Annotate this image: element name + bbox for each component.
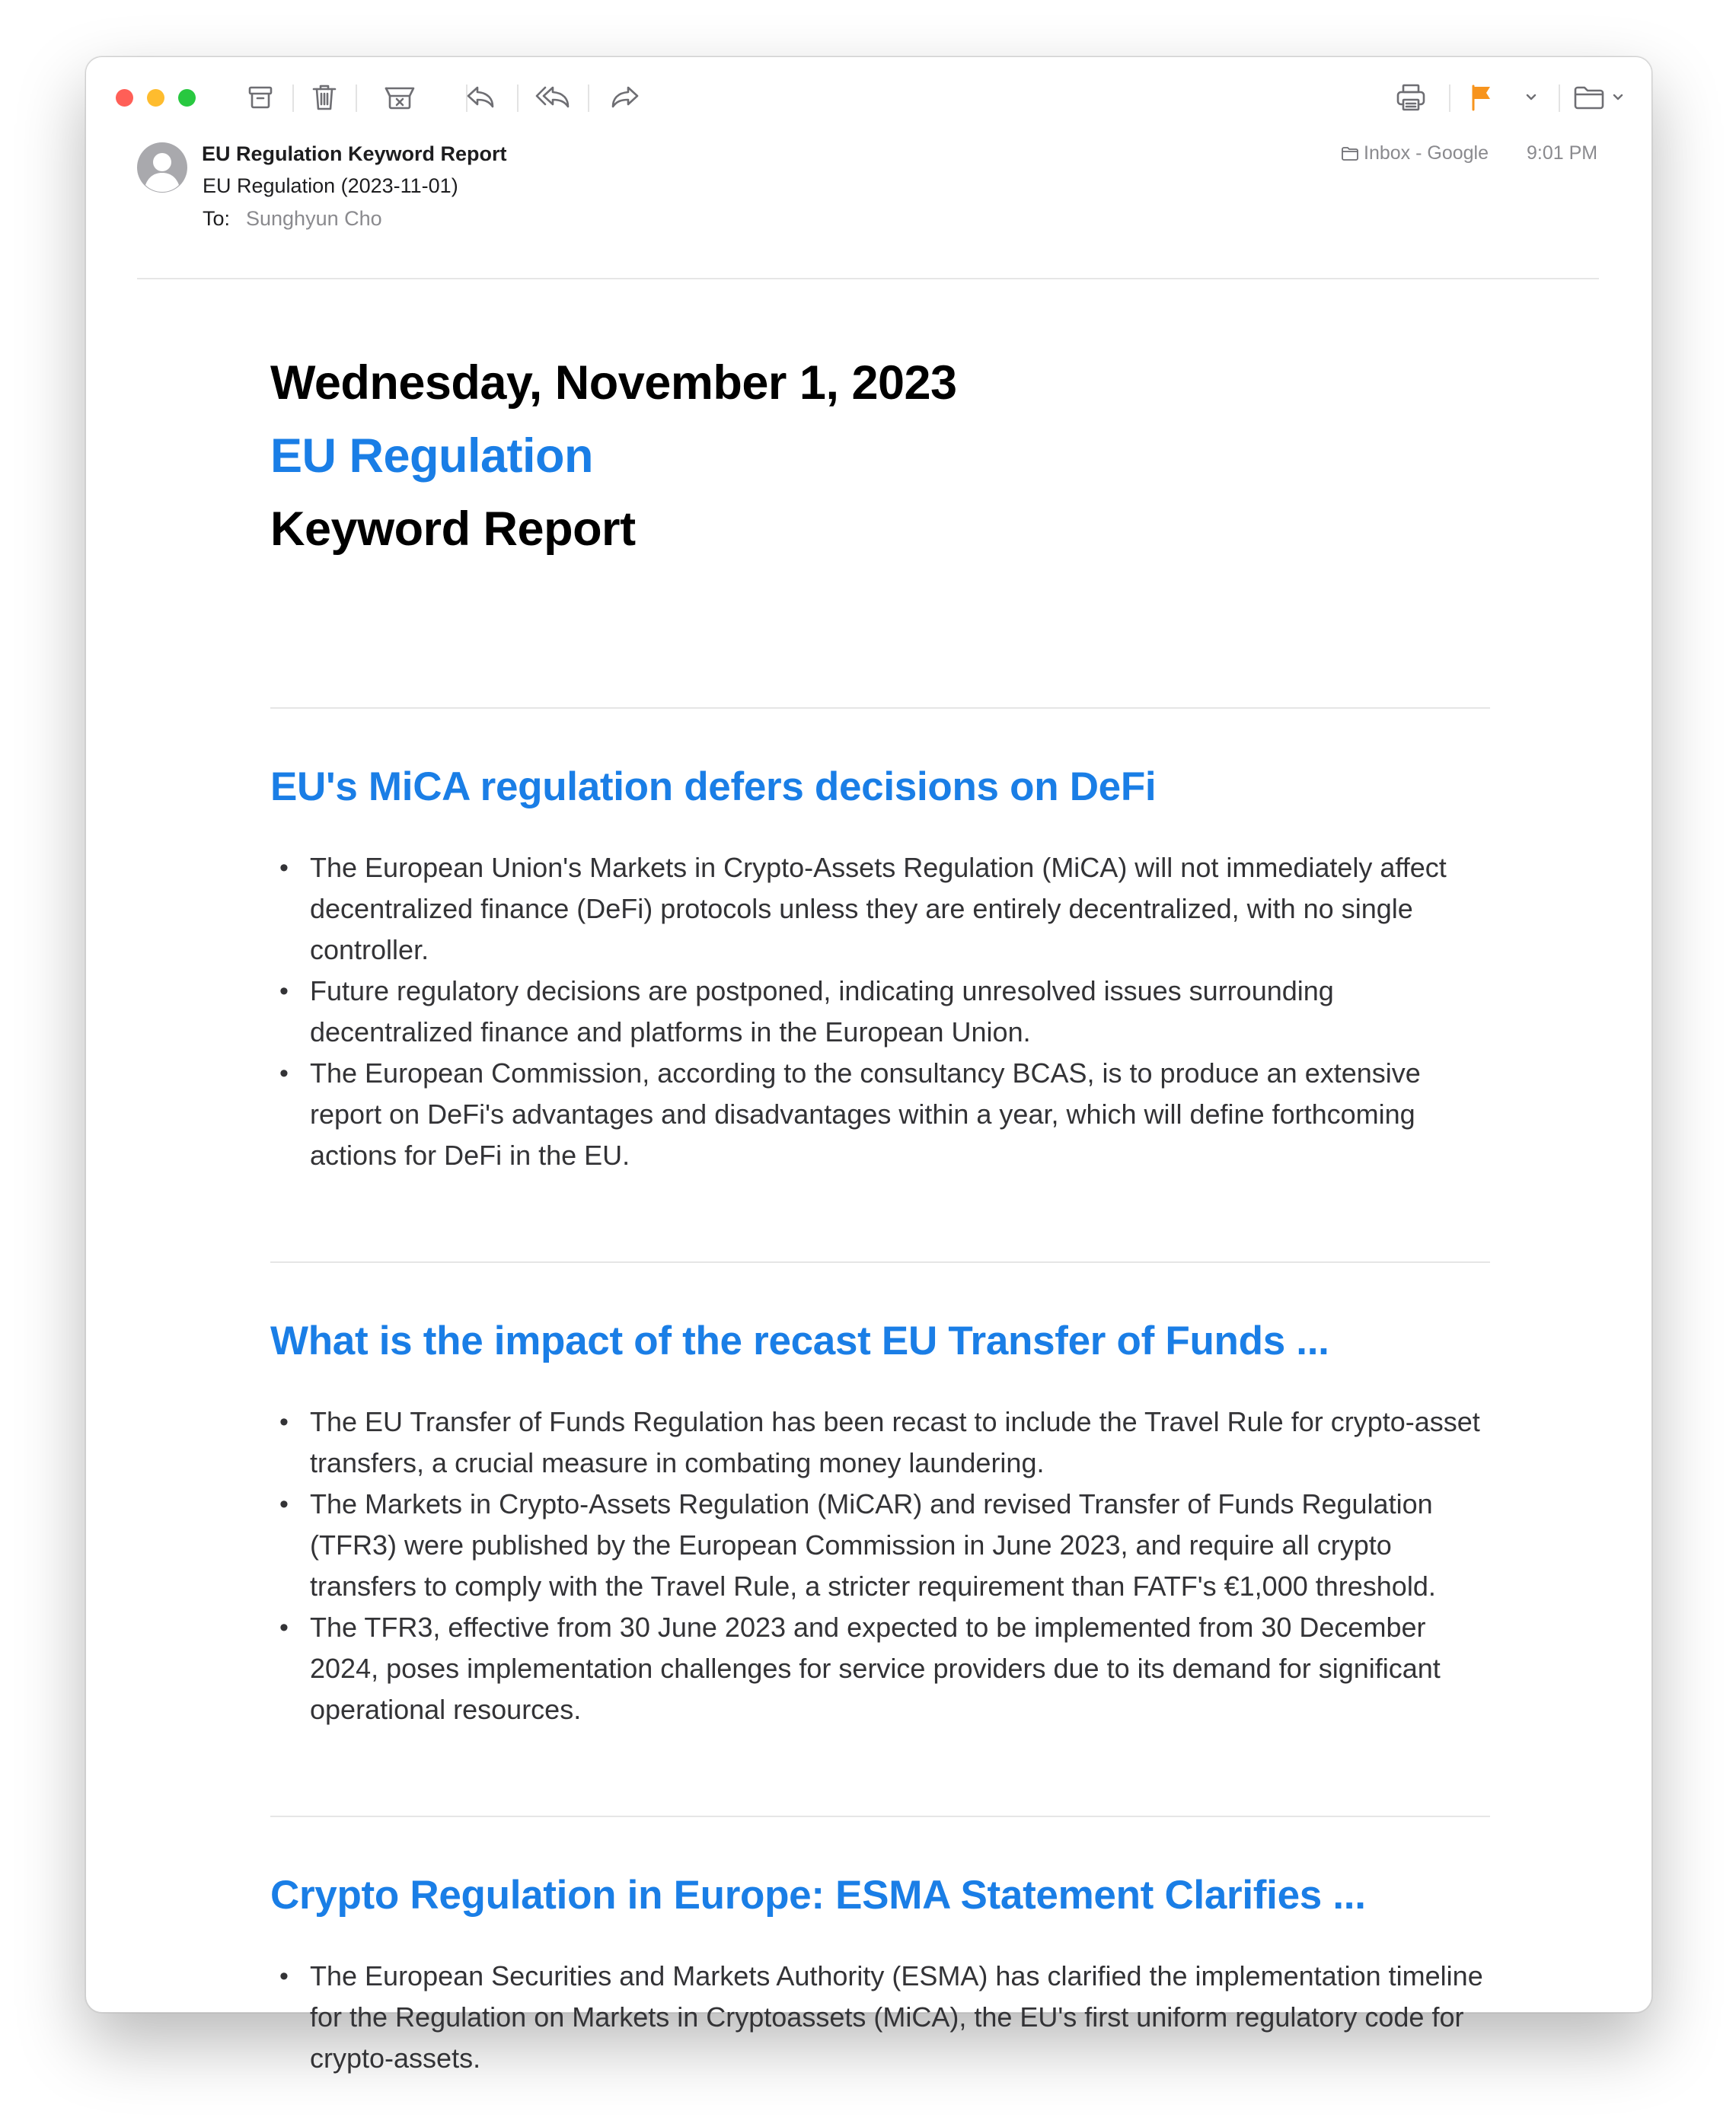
list-item: • The European Commission, according to the consultancy BCAS, is to produce an extensive report on DeFi's advantages and disadvantages within a year, which will define forthcoming actions for DeFi in the EU. [310,1053,1498,1176]
folder-menu-button[interactable] [1609,80,1627,115]
report-date: Wednesday, November 1, 2023 [270,356,957,410]
flag-button[interactable] [1464,80,1499,115]
archive-button[interactable] [243,80,278,115]
reply-button[interactable] [459,80,502,115]
junk-icon [384,84,416,111]
move-to-folder-button[interactable] [1571,80,1607,115]
mailbox-name: Inbox - Google [1364,142,1489,164]
list-item: • The European Securities and Markets Authority (ESMA) has clarified the implementation timeline for the Regulation on Markets in Cryptoassets (MiCA), the EU's first uniform regulatory code for crypto-assets. [310,1956,1498,2079]
list-item: • The TFR3, effective from 30 June 2023 and expected to be implemented from 30 December 2024, poses implementation challenges for service providers due to its demand for significant operational resources. [310,1607,1498,1730]
article-headline-1[interactable]: EU's MiCA regulation defers decisions on DeFi [270,764,1157,809]
article-points-2 [270,1402,1498,1730]
section-divider [270,707,1490,709]
folder-icon [1341,146,1359,161]
trash-button[interactable] [307,80,342,115]
forward-button[interactable] [604,80,646,115]
list-item: • The European Union's Markets in Crypto-Assets Regulation (MiCA) will not immediately affect decentralized finance (DeFi) protocols unless they are entirely decentralized, with no single controller. [310,847,1498,971]
flag-icon [1470,84,1494,111]
print-button[interactable] [1390,80,1432,115]
flag-menu-button[interactable] [1522,80,1540,115]
chevron-down-icon [1525,93,1537,102]
reply-all-button[interactable] [529,80,576,115]
person-icon [137,142,187,193]
trash-icon [311,83,338,112]
archive-icon [247,84,274,111]
article-headline-3[interactable]: Crypto Regulation in Europe: ESMA Statement Clarifies ... [270,1873,1366,1918]
article-points-3 [270,1956,1498,2079]
article-points-1 [270,847,1498,1176]
close-window-button[interactable] [116,89,133,107]
to-label: To: [203,207,231,230]
recipient-name[interactable]: Sunghyun Cho [246,207,382,230]
zoom-window-button[interactable] [178,89,196,107]
report-subtitle: Keyword Report [270,502,636,556]
mail-window [85,56,1652,2074]
section-divider [270,1816,1490,1817]
avatar [137,142,187,193]
reply-icon [465,85,496,110]
junk-button[interactable] [378,80,421,115]
report-title: EU Regulation [270,429,594,483]
article-headline-2[interactable]: What is the impact of the recast EU Transfer of Funds ... [270,1319,1329,1363]
list-item: • The EU Transfer of Funds Regulation has been recast to include the Travel Rule for crypto-asset transfers, a crucial measure in combating money laundering. [310,1402,1498,1484]
mailbox-label[interactable] [1341,142,1489,164]
toolbar [86,57,1651,136]
print-icon [1396,83,1426,112]
sender-name[interactable]: EU Regulation Keyword Report [202,142,507,165]
minimize-window-button[interactable] [147,89,164,107]
list-item: • Future regulatory decisions are postponed, indicating unresolved issues surrounding decentralized finance and platforms in the European Union. [310,971,1498,1053]
message-time: 9:01 PM [1527,142,1598,164]
list-item: • The Markets in Crypto-Assets Regulation (MiCAR) and revised Transfer of Funds Regulation (TFR3) were published by the European Commission in June 2023, and require all crypto transfers to comply with the Travel Rule, a stricter requirement than FATF's €1,000 threshold. [310,1484,1498,1607]
reply-all-icon [535,85,571,110]
folder-icon [1573,85,1605,110]
section-divider [270,1261,1490,1263]
message-subject: EU Regulation (2023-11-01) [203,174,458,197]
forward-icon [610,85,640,110]
header-divider [137,278,1599,279]
chevron-down-icon [1612,93,1624,102]
